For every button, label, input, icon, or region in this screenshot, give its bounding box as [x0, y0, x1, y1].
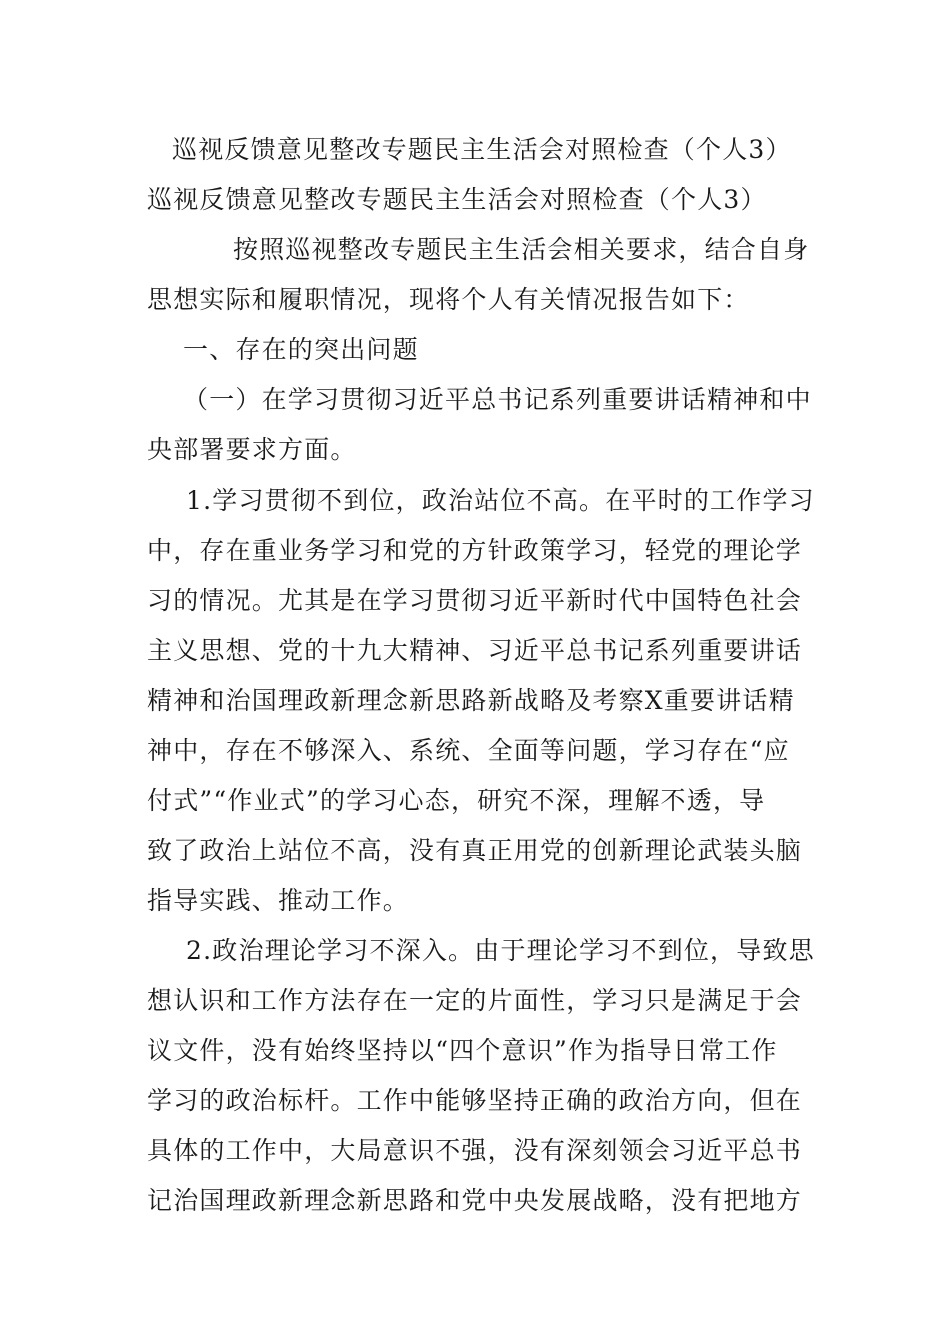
document-title: 巡视反馈意见整改专题民主生活会对照检查（个人3）: [172, 135, 792, 164]
paragraph-line: 主义思想、党的十九大精神、习近平总书记系列重要讲话: [147, 636, 803, 665]
paragraph-line: 付式”“作业式”的学习心态，研究不深，理解不透，导: [147, 786, 766, 815]
intro-line: 按照巡视整改专题民主生活会相关要求，结合自身: [233, 235, 810, 264]
paragraph-line: 神中，存在不够深入、系统、全面等问题，学习存在“应: [147, 736, 790, 765]
document-title-repeat: 巡视反馈意见整改专题民主生活会对照检查（个人3）: [147, 185, 767, 214]
paragraph-line: 精神和治国理政新理念新思路新战略及考察X重要讲话精: [147, 686, 795, 715]
paragraph-line: 中，存在重业务学习和党的方针政策学习，轻党的理论学: [147, 536, 803, 565]
subsection-heading: 央部署要求方面。: [147, 435, 357, 464]
paragraph-line: 想认识和工作方法存在一定的片面性，学习只是满足于会: [147, 986, 803, 1015]
subsection-heading: （一）在学习贯彻习近平总书记系列重要讲话精神和中: [183, 385, 812, 414]
paragraph-line: 1.学习贯彻不到位，政治站位不高。在平时的工作学习: [186, 486, 815, 515]
paragraph-line: 议文件，没有始终坚持以“四个意识”作为指导日常工作: [147, 1036, 778, 1065]
section-heading: 一、存在的突出问题: [183, 335, 419, 364]
paragraph-line: 指导实践、推动工作。: [147, 886, 410, 915]
paragraph-line: 学习的政治标杆。工作中能够坚持正确的政治方向，但在: [147, 1086, 803, 1115]
paragraph-line: 习的情况。尤其是在学习贯彻习近平新时代中国特色社会: [147, 586, 803, 615]
paragraph-line: 记治国理政新理念新思路和党中央发展战略，没有把地方: [147, 1186, 803, 1215]
paragraph-line: 2.政治理论学习不深入。由于理论学习不到位，导致思: [186, 936, 815, 965]
paragraph-line: 具体的工作中，大局意识不强，没有深刻领会习近平总书: [147, 1136, 803, 1165]
paragraph-line: 致了政治上站位不高，没有真正用党的创新理论武装头脑: [147, 836, 803, 865]
intro-line: 思想实际和履职情况，现将个人有关情况报告如下：: [147, 285, 750, 314]
